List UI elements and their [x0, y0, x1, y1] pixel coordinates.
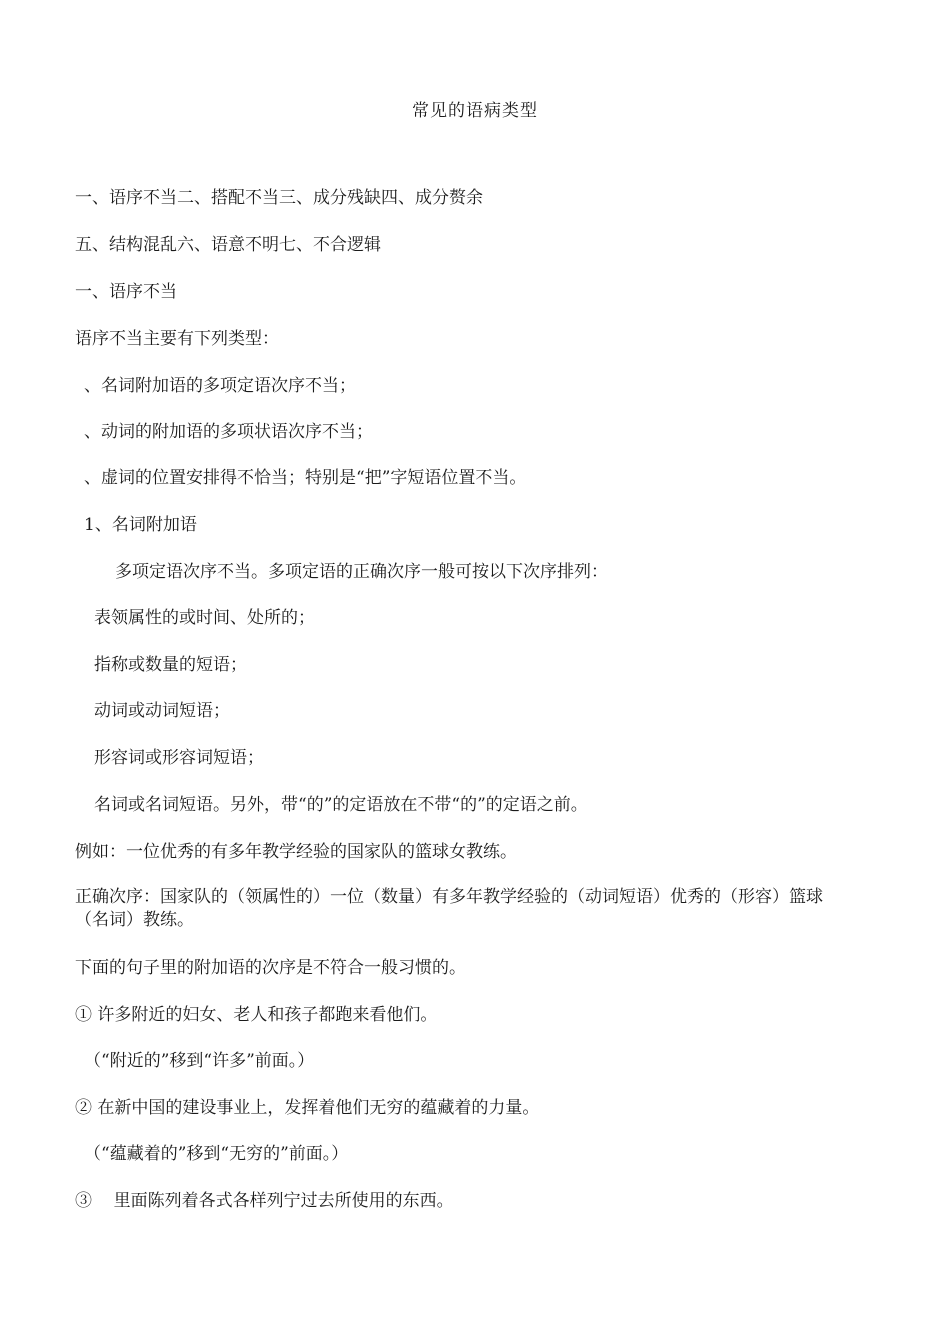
example-note: （“蕴藏着的”移到“无穷的”前面。）: [84, 1144, 349, 1164]
section-heading: 一、语序不当: [75, 282, 177, 302]
correct-order-paragraph: 正确次序：国家队的（领属性的）一位（数量）有多年教学经验的（动词短语）优秀的（形容）篮球（名词）教练。: [75, 887, 823, 930]
list-item: 、动词的附加语的多项状语次序不当；: [84, 422, 373, 442]
example-item: ① 许多附近的妇女、老人和孩子都跑来看他们。: [75, 1005, 438, 1025]
list-item: 名词或名词短语。另外，带“的”的定语放在不带“的”的定语之前。: [94, 795, 588, 815]
document-title: 常见的语病类型: [412, 101, 538, 121]
list-item: 、虚词的位置安排得不恰当；特别是“把”字短语位置不当。: [84, 468, 527, 488]
paragraph: 多项定语次序不当。多项定语的正确次序一般可按以下次序排列：: [115, 562, 608, 582]
list-item: 形容词或形容词短语；: [94, 748, 264, 768]
example-sentence: 例如：一位优秀的有多年教学经验的国家队的篮球女教练。: [75, 842, 517, 862]
list-item: 动词或动词短语；: [94, 701, 230, 721]
subsection-heading: 1、名词附加语: [84, 515, 197, 535]
example-item: ② 在新中国的建设事业上，发挥着他们无穷的蕴藏着的力量。: [75, 1098, 540, 1118]
example-note: （“附近的”移到“许多”前面。）: [84, 1051, 315, 1071]
paragraph: 下面的句子里的附加语的次序是不符合一般习惯的。: [75, 958, 466, 978]
list-item: 指称或数量的短语；: [94, 655, 247, 675]
example-item: ③ 里面陈列着各式各样列宁过去所使用的东西。: [75, 1191, 454, 1211]
list-item: 表领属性的或时间、处所的；: [94, 608, 315, 628]
type-list-line-1: 一、语序不当二、搭配不当三、成分残缺四、成分赘余: [75, 188, 483, 208]
paragraph: 语序不当主要有下列类型：: [75, 329, 279, 349]
list-item: 、名词附加语的多项定语次序不当；: [84, 376, 356, 396]
type-list-line-2: 五、结构混乱六、语意不明七、不合逻辑: [75, 235, 381, 255]
